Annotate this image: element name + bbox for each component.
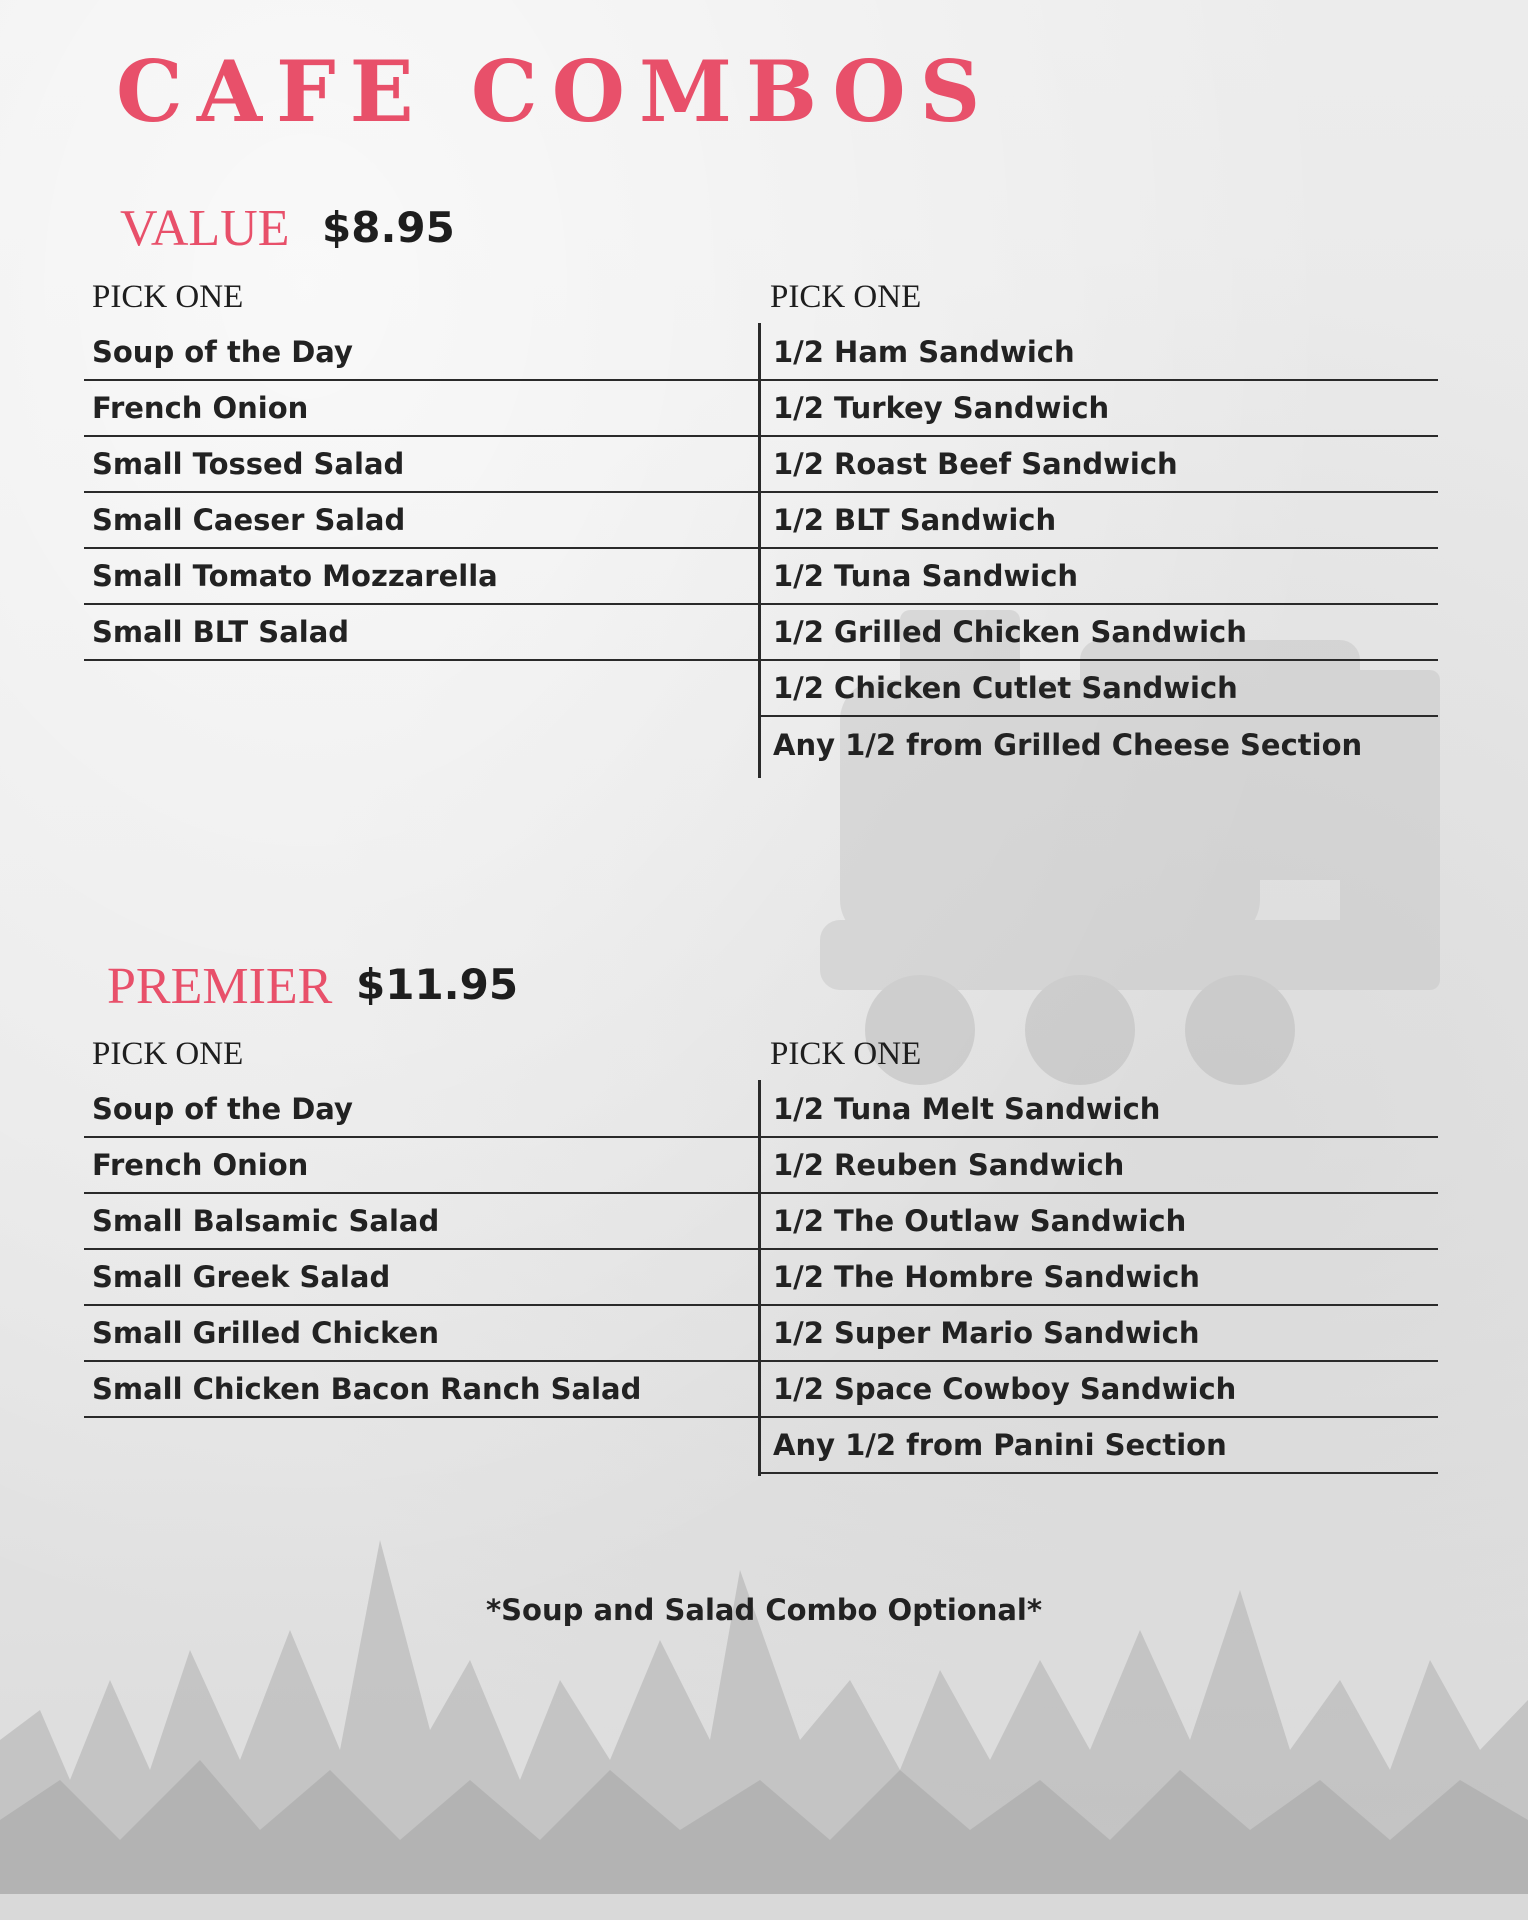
page-title: CAFE COMBOS (116, 42, 995, 141)
list-item: Small Tomato Mozzarella (84, 549, 758, 605)
list-item: Soup of the Day (84, 325, 758, 381)
list-item: 1/2 Tuna Sandwich (761, 549, 1438, 605)
list-item: 1/2 BLT Sandwich (761, 493, 1438, 549)
list-item: 1/2 Super Mario Sandwich (761, 1306, 1438, 1362)
value-tier-name: VALUE (120, 200, 290, 257)
premier-tier-price: $11.95 (356, 960, 519, 1009)
list-item: 1/2 Chicken Cutlet Sandwich (761, 661, 1438, 717)
list-item: 1/2 Grilled Chicken Sandwich (761, 605, 1438, 661)
list-item: 1/2 The Hombre Sandwich (761, 1250, 1438, 1306)
list-item: 1/2 Tuna Melt Sandwich (761, 1082, 1438, 1138)
premier-right-heading: PICK ONE (770, 1036, 922, 1072)
list-item: 1/2 Roast Beef Sandwich (761, 437, 1438, 493)
list-item: Any 1/2 from Panini Section (761, 1418, 1438, 1474)
list-item: 1/2 Space Cowboy Sandwich (761, 1362, 1438, 1418)
premier-tier-name: PREMIER (107, 958, 333, 1015)
value-sandwich-list (761, 325, 1438, 773)
value-soup-salad-list (84, 325, 758, 661)
list-item: Any 1/2 from Grilled Cheese Section (773, 728, 1363, 762)
bottom-strip (0, 1894, 1528, 1920)
list-item: Small BLT Salad (84, 605, 758, 661)
combo-footnote: *Soup and Salad Combo Optional* (485, 1593, 1043, 1627)
premier-left-heading: PICK ONE (92, 1036, 244, 1072)
list-item: Small Caeser Salad (84, 493, 758, 549)
list-item: 1/2 The Outlaw Sandwich (761, 1194, 1438, 1250)
list-item: Small Greek Salad (84, 1250, 758, 1306)
value-right-heading: PICK ONE (770, 279, 922, 315)
value-left-heading: PICK ONE (92, 279, 244, 315)
list-item: Soup of the Day (84, 1082, 758, 1138)
list-item: Small Tossed Salad (84, 437, 758, 493)
premier-sandwich-list (761, 1082, 1438, 1474)
list-item: 1/2 Ham Sandwich (761, 325, 1438, 381)
list-item: French Onion (84, 381, 758, 437)
list-item: French Onion (84, 1138, 758, 1194)
list-item: Small Grilled Chicken (84, 1306, 758, 1362)
value-tier-price: $8.95 (322, 203, 455, 252)
list-item: Small Balsamic Salad (84, 1194, 758, 1250)
premier-soup-salad-list (84, 1082, 758, 1418)
list-item: 1/2 Reuben Sandwich (761, 1138, 1438, 1194)
trees-silhouette-image (0, 1480, 1528, 1894)
list-item: 1/2 Turkey Sandwich (761, 381, 1438, 437)
list-item: Small Chicken Bacon Ranch Salad (84, 1362, 758, 1418)
